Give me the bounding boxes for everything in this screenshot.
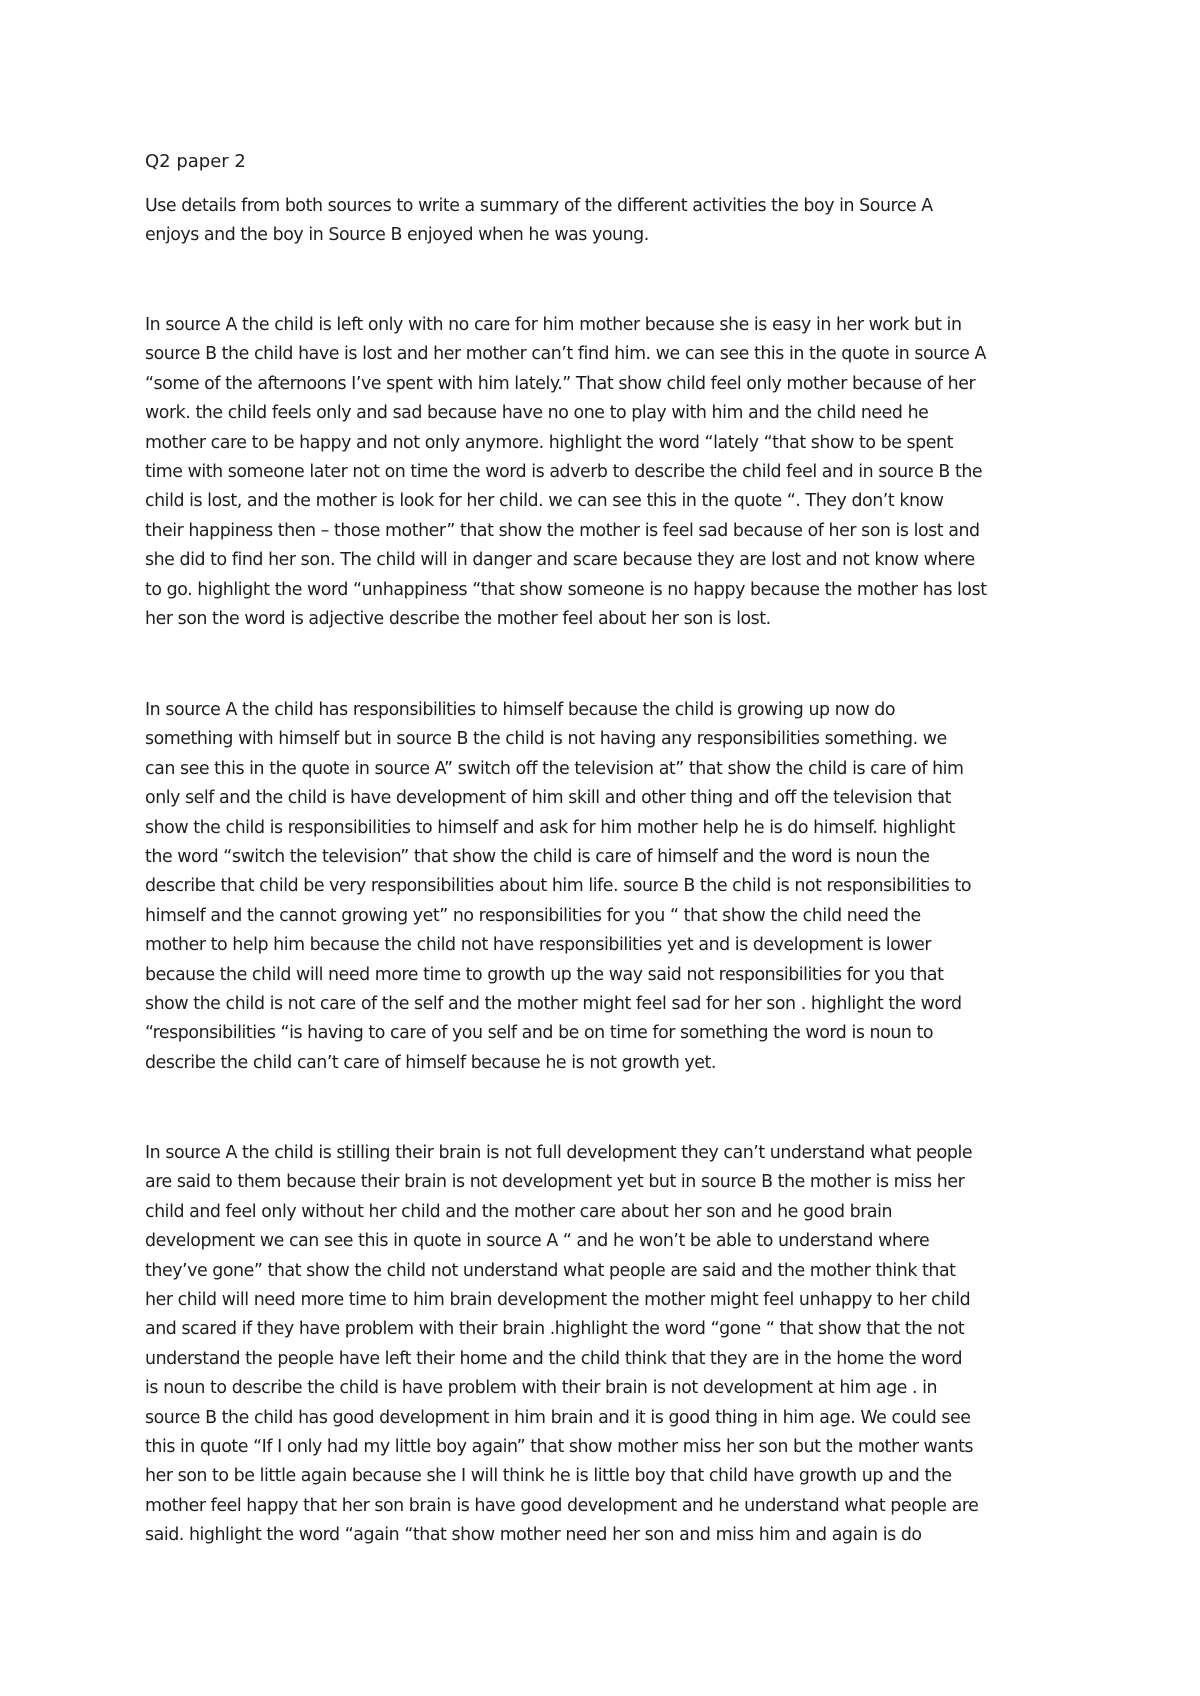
text-line: mother to help him because the child not have responsibilities yet and is development is lower	[145, 935, 932, 956]
text-line: time with someone later not on time the word is adverb to describe the child feel and in source B the	[145, 461, 983, 482]
text-line: “responsibilities “is having to care of you self and be on time for something the word is noun to	[145, 1023, 934, 1044]
text-line: she did to find her son. The child will in danger and scare because they are lost and not know where	[145, 550, 975, 571]
text-line: only self and the child is have development of him skill and other thing and off the television that	[145, 788, 951, 809]
text-line: are said to them because their brain is not development yet but in source B the mother is miss her	[145, 1172, 965, 1193]
text-line: understand the people have left their home and the child think that they are in the home the word	[145, 1348, 963, 1369]
text-line: and scared if they have problem with their brain .highlight the word “gone “ that show that the not	[145, 1319, 965, 1340]
text-line: child is lost, and the mother is look for her child. we can see this in the quote “. They don’t know	[145, 491, 944, 512]
document-heading: Q2 paper 2	[145, 151, 246, 172]
text-line: Use details from both sources to write a summary of the different activities the boy in Source A	[145, 196, 933, 216]
text-line: show the child is not care of the self and the mother might feel sad for her son . highlight the word	[145, 993, 962, 1014]
text-line: work. the child feels only and sad because have no one to play with him and the child need he	[145, 403, 929, 424]
text-line: In source A the child is left only with no care for him mother because she is easy in her work but in	[145, 315, 962, 335]
text-line: In source A the child is stilling their brain is not full development they can’t understand what people	[145, 1143, 973, 1163]
text-line: enjoys and the boy in Source B enjoyed when he was young.	[145, 225, 649, 245]
answer-paragraph-1	[145, 311, 1065, 634]
answer-paragraph-2	[145, 696, 1065, 1078]
text-line: child and feel only without her child and the mother care about her son and he good brain	[145, 1201, 893, 1222]
text-line: describe the child can’t care of himself because he is not growth yet.	[145, 1052, 716, 1073]
text-line: her son to be little again because she I will think he is little boy that child have growth up and the	[145, 1466, 952, 1487]
text-line: her son the word is adjective describe the mother feel about her son is lost.	[145, 608, 771, 629]
text-line: to go. highlight the word “unhappiness “that show someone is no happy because the mother has lost	[145, 579, 987, 600]
text-line: himself and the cannot growing yet” no responsibilities for you “ that show the child need the	[145, 905, 921, 926]
text-line: mother feel happy that her son brain is have good development and he understand what people are	[145, 1495, 979, 1516]
text-line: source B the child have is lost and her mother can’t find him. we can see this in the quote in source A	[145, 344, 986, 365]
text-line: they’ve gone” that show the child not understand what people are said and the mother think that	[145, 1260, 956, 1281]
text-line: describe that child be very responsibilities about him life. source B the child is not responsibilities to	[145, 876, 972, 897]
text-line: their happiness then – those mother” that show the mother is feel sad because of her son is lost and	[145, 520, 980, 541]
answer-paragraph-3	[145, 1139, 1065, 1550]
text-line: said. highlight the word “again “that show mother need her son and miss him and again is do	[145, 1525, 922, 1546]
text-line: is noun to describe the child is have problem with their brain is not development at him age . in	[145, 1378, 938, 1399]
text-line: show the child is responsibilities to himself and ask for him mother help he is do himself. highlight	[145, 817, 955, 838]
text-line: mother care to be happy and not only anymore. highlight the word “lately “that show to be spent	[145, 432, 953, 453]
text-line: development we can see this in quote in source A “ and he won’t be able to understand where	[145, 1231, 930, 1252]
question-prompt	[145, 192, 1065, 250]
text-line: the word “switch the television” that show the child is care of himself and the word is noun the	[145, 846, 930, 867]
text-line: source B the child has good development in him brain and it is good thing in him age. We could see	[145, 1407, 971, 1428]
text-line: can see this in the quote in source A” switch off the television at” that show the child is care of him	[145, 758, 964, 779]
text-line: her child will need more time to him brain development the mother might feel unhappy to her child	[145, 1289, 971, 1310]
text-line: “some of the afternoons I’ve spent with him lately.” That show child feel only mother because of her	[145, 373, 976, 394]
text-line: this in quote “If I only had my little boy again” that show mother miss her son but the mother wants	[145, 1436, 974, 1457]
text-line: In source A the child has responsibilities to himself because the child is growing up now do	[145, 700, 896, 720]
text-line: something with himself but in source B the child is not having any responsibilities something. we	[145, 729, 947, 750]
text-line: because the child will need more time to growth up the way said not responsibilities for you that	[145, 964, 944, 985]
